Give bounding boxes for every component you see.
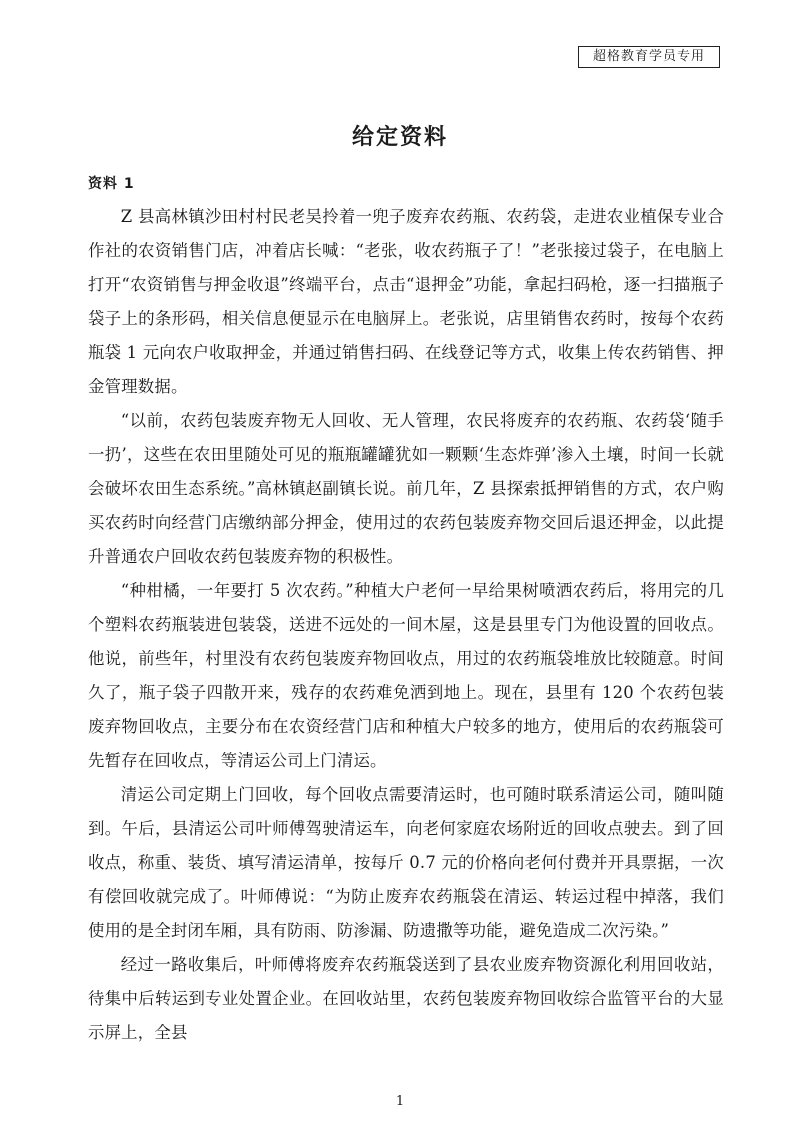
usage-badge: 超格教育学员专用 [578, 46, 720, 68]
paragraph: “以前，农药包装废弃物无人回收、无人管理，农民将废弃的农药瓶、农药袋‘随手一扔’，这些在农田里随处可见的瓶瓶罐罐犹如一颗颗‘生态炸弹’渗入土壤，时间一长就会破坏农田生态系统。”高林镇赵副镇长说。前几年，Z 县探索抵押销售的方式，农户购买农药时向经营门店缴纳部分押金，使用过的农药包装废弃物交回后退还押金，以此提升普通农户回收农药包装废弃物的积极性。 [88, 411, 724, 566]
page-title: 给定资料 [351, 125, 448, 150]
section-heading: 资料 1 [88, 176, 135, 192]
paragraph: Z 县高林镇沙田村村民老吴拎着一兜子废弃农药瓶、农药袋，走进农业植保专业合作社的农资销售门店，冲着店长喊：“老张，收农药瓶子了！”老张接过袋子，在电脑上打开“农资销售与押金收退”终端平台，点击“退押金”功能，拿起扫码枪，逐一扫描瓶子袋子上的条形码，相关信息便显示在电脑屏上。老张说，店里销售农药时，按每个农药瓶袋 1 元向农户收取押金，并通过销售扫码、在线登记等方式，收集上传农药销售、押金管理数据。 [88, 207, 724, 396]
page-number: 1 [395, 1094, 405, 1109]
paragraph: 经过一路收集后，叶师傅将废弃农药瓶袋送到了县农业废弃物资源化利用回收站，待集中后转运到专业处置企业。在回收站里，农药包装废弃物回收综合监管平台的大显示屏上，全县 [88, 955, 724, 1042]
document-body [88, 200, 724, 1050]
paragraph: “种柑橘，一年要打 5 次农药。”种植大户老何一早给果树喷洒农药后，将用完的几个塑料农药瓶装进包装袋，送进不远处的一间木屋，这是县里专门为他设置的回收点。他说，前些年，村里没有农药包装废弃物回收点，用过的农药瓶袋堆放比较随意。时间久了，瓶子袋子四散开来，残存的农药难免洒到地上。现在，县里有 120 个农药包装废弃物回收点，主要分布在农资经营门店和种植大户较多的地方，使用后的农药瓶袋可先暂存在回收点，等清运公司上门清运。 [88, 581, 724, 770]
paragraph: 清运公司定期上门回收，每个回收点需要清运时，也可随时联系清运公司，随叫随到。午后，县清运公司叶师傅驾驶清运车，向老何家庭农场附近的回收点驶去。到了回收点，称重、装货、填写清运清单，按每斤 0.7 元的价格向老何付费并开具票据，一次有偿回收就完成了。叶师傅说：“为防止废弃农药瓶袋在清运、转运过程中掉落，我们使用的是全封闭车厢，具有防雨、防渗漏、防遗撒等功能，避免造成二次污染。” [88, 785, 724, 940]
